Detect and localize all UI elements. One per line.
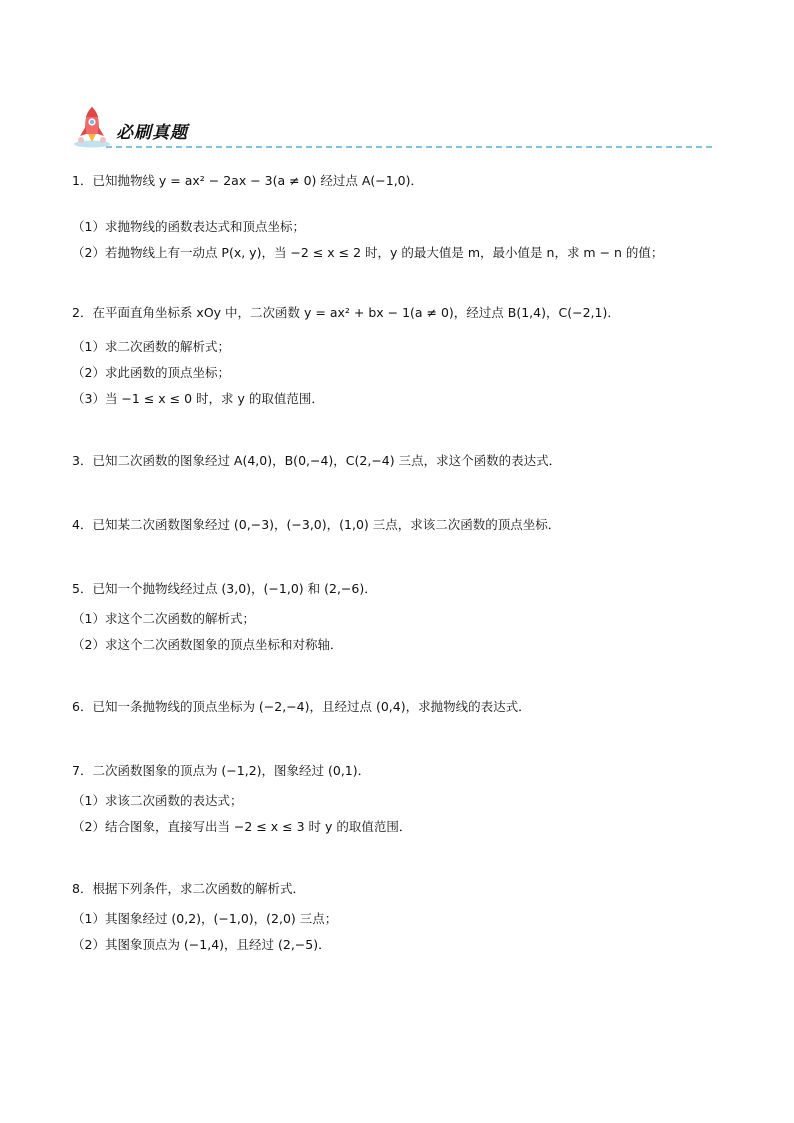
sub-question: （1）求二次函数的解析式； — [72, 339, 230, 354]
question-stem: 8．根据下列条件，求二次函数的解析式． — [72, 881, 305, 896]
question-2 — [72, 300, 722, 412]
question-6 — [72, 694, 722, 720]
question-4 — [72, 512, 722, 538]
sub-question: （1）求该二次函数的表达式； — [72, 793, 243, 808]
dashed-divider — [106, 146, 712, 148]
sub-question: （1）其图象经过 (0,2)，(−1,0)，(2,0) 三点； — [72, 911, 338, 926]
question-5 — [72, 576, 722, 658]
question-1 — [72, 168, 722, 266]
sub-question: （2）若抛物线上有一动点 P(x, y)，当 −2 ≤ x ≤ 2 时，y 的最大值是 m，最小值是 n，求 m − n 的值； — [72, 245, 664, 260]
sub-question: （1）求抛物线的函数表达式和顶点坐标； — [72, 219, 305, 234]
question-7 — [72, 758, 722, 840]
question-stem: 3．已知二次函数的图象经过 A(4,0)，B(0,−4)，C(2,−4) 三点，求这个函数的表达式． — [72, 453, 562, 468]
question-stem: 4．已知某二次函数图象经过 (0,−3)，(−3,0)，(1,0) 三点，求该二次函数的顶点坐标． — [72, 517, 561, 532]
question-stem: 1．已知抛物线 y = ax² − 2ax − 3(a ≠ 0) 经过点 A(−1,0)． — [72, 173, 424, 188]
question-3 — [72, 448, 722, 474]
sub-question: （2）结合图象，直接写出当 −2 ≤ x ≤ 3 时 y 的取值范围． — [72, 819, 412, 834]
section-header — [72, 104, 712, 152]
question-stem: 5．已知一个抛物线经过点 (3,0)，(−1,0) 和 (2,−6)． — [72, 581, 377, 596]
sub-question: （2）其图象顶点为 (−1,4)，且经过 (2,−5)． — [72, 937, 331, 952]
section-title: 必刷真题 — [116, 123, 188, 143]
rocket-icon — [72, 104, 112, 148]
sub-question: （3）当 −1 ≤ x ≤ 0 时，求 y 的取值范围． — [72, 391, 324, 406]
sub-question: （1）求这个二次函数的解析式； — [72, 611, 255, 626]
question-stem: 2．在平面直角坐标系 xOy 中，二次函数 y = ax² + bx − 1(a ≠ 0)，经过点 B(1,4)，C(−2,1)． — [72, 305, 620, 320]
question-list — [72, 168, 722, 958]
question-stem: 6．已知一条抛物线的顶点坐标为 (−2,−4)，且经过点 (0,4)，求抛物线的表达式． — [72, 699, 531, 714]
question-8 — [72, 876, 722, 958]
question-stem: 7．二次函数图象的顶点为 (−1,2)，图象经过 (0,1)． — [72, 763, 371, 778]
sub-question: （2）求此函数的顶点坐标； — [72, 365, 230, 380]
sub-question: （2）求这个二次函数图象的顶点坐标和对称轴． — [72, 637, 343, 652]
